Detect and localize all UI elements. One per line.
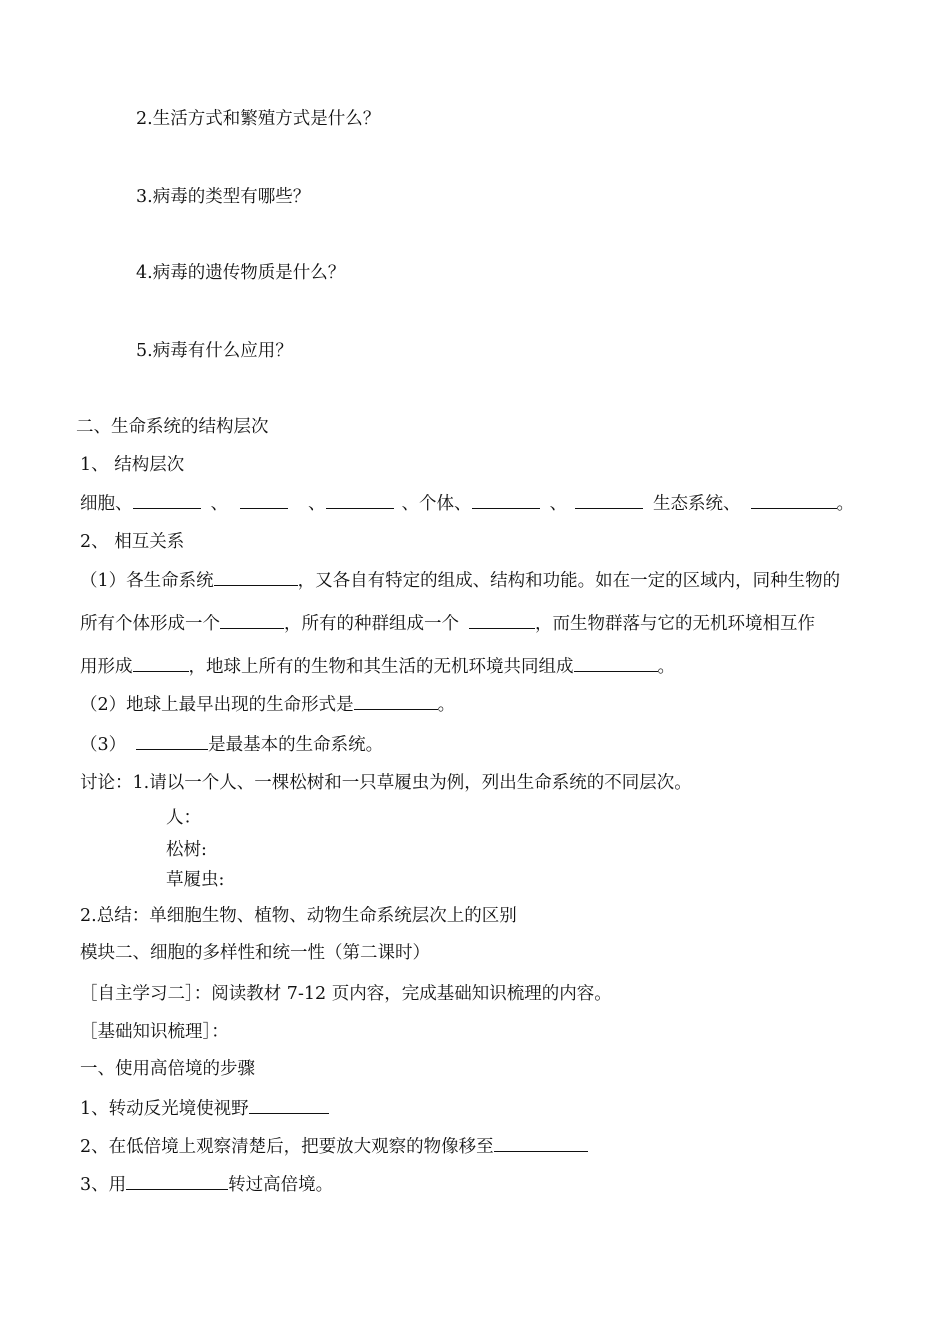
levels-text-1: 细胞、 [80, 494, 133, 514]
self-study-instruction: ［自主学习二］：阅读教材 7-12 页内容，完成基础知识梳理的内容。 [80, 984, 612, 1004]
blank-ecosystem[interactable] [133, 654, 189, 672]
relations-line-1 [80, 568, 840, 593]
question-earliest-life [80, 692, 455, 717]
levels-text-5: 、 [549, 494, 567, 514]
step-text: 2、在低倍境上观察清楚后，把要放大观察的物像移至 [80, 1137, 494, 1157]
blank-basic-system[interactable] [136, 732, 208, 750]
microscope-step-2 [80, 1134, 588, 1159]
question-lifestyle: 2.生活方式和繁殖方式是什么？ [136, 109, 381, 129]
blank-center-of-view[interactable] [494, 1134, 588, 1152]
relations-line-3 [80, 654, 675, 679]
levels-text-3: 、 [308, 494, 326, 514]
microscope-step-1 [80, 1096, 329, 1121]
discussion-pine: 松树: [166, 840, 207, 860]
blank-community[interactable] [575, 491, 643, 509]
microscope-step-3 [80, 1172, 333, 1197]
question-text: （2）地球上最早出现的生命形式是 [80, 695, 354, 715]
microscope-heading: 一、使用高倍境的步骤 [80, 1059, 255, 1079]
step-text: 转过高倍境。 [228, 1175, 334, 1195]
relations-text: ，所有的种群组成一个 [284, 614, 459, 634]
question-text: 是最基本的生命系统。 [208, 735, 384, 755]
relations-text: （1）各生命系统 [80, 571, 214, 591]
relations-text: 。 [657, 657, 675, 677]
levels-text-4: 、个体、 [401, 494, 472, 514]
blank-community-2[interactable] [469, 611, 535, 629]
relations-text: 用形成 [80, 657, 133, 677]
question-text: （3） [80, 735, 127, 755]
blank-converter[interactable] [126, 1172, 228, 1190]
question-virus-applications: 5.病毒有什么应用？ [136, 341, 293, 361]
structure-levels-line [80, 491, 854, 516]
blank-field-of-view[interactable] [249, 1096, 329, 1114]
question-virus-types: 3.病毒的类型有哪些？ [136, 187, 311, 207]
summary-prompt: 2.总结：单细胞生物、植物、动物生命系统层次上的区别 [80, 906, 517, 926]
levels-text-7: 。 [836, 494, 854, 514]
blank-earliest-life[interactable] [354, 692, 438, 710]
question-text: 。 [437, 695, 456, 715]
discussion-paramecium: 草履虫: [166, 870, 225, 890]
blank-organ[interactable] [240, 491, 288, 509]
subheading-relations: 2、 相互关系 [80, 532, 185, 552]
blank-tissue[interactable] [133, 491, 201, 509]
relations-text: ，地球上所有的生物和其生活的无机环境共同组成 [188, 657, 574, 677]
discussion-person: 人： [166, 808, 201, 828]
step-text: 1、转动反光境使视野 [80, 1099, 249, 1119]
relations-line-2 [80, 611, 815, 636]
blank-population[interactable] [472, 491, 540, 509]
blank-biosphere-2[interactable] [574, 654, 658, 672]
module-title: 模块二、细胞的多样性和统一性（第二课时） [80, 943, 430, 963]
blank-biosphere[interactable] [751, 491, 837, 509]
section-heading-structure-levels: 二、生命系统的结构层次 [76, 417, 269, 437]
question-basic-system [80, 732, 383, 757]
question-genetic-material: 4.病毒的遗传物质是什么？ [136, 263, 346, 283]
discussion-prompt: 讨论：1.请以一个人、一棵松树和一只草履虫为例，列出生命系统的不同层次。 [80, 773, 692, 793]
blank-interrelated[interactable] [214, 568, 298, 586]
step-text: 3、用 [80, 1175, 127, 1195]
levels-text-6: 生态系统、 [653, 494, 741, 514]
basics-heading: ［基础知识梳理］： [80, 1022, 229, 1042]
relations-text: 所有个体形成一个 [80, 614, 220, 634]
levels-text-2: 、 [210, 494, 228, 514]
relations-text: ，又各自有特定的组成、结构和功能。如在一定的区域内，同种生物的 [297, 571, 841, 591]
subheading-structure-levels: 1、 结构层次 [80, 455, 185, 475]
blank-population-2[interactable] [220, 611, 284, 629]
blank-system[interactable] [326, 491, 394, 509]
relations-text: ，而生物群落与它的无机环境相互作 [535, 614, 815, 634]
